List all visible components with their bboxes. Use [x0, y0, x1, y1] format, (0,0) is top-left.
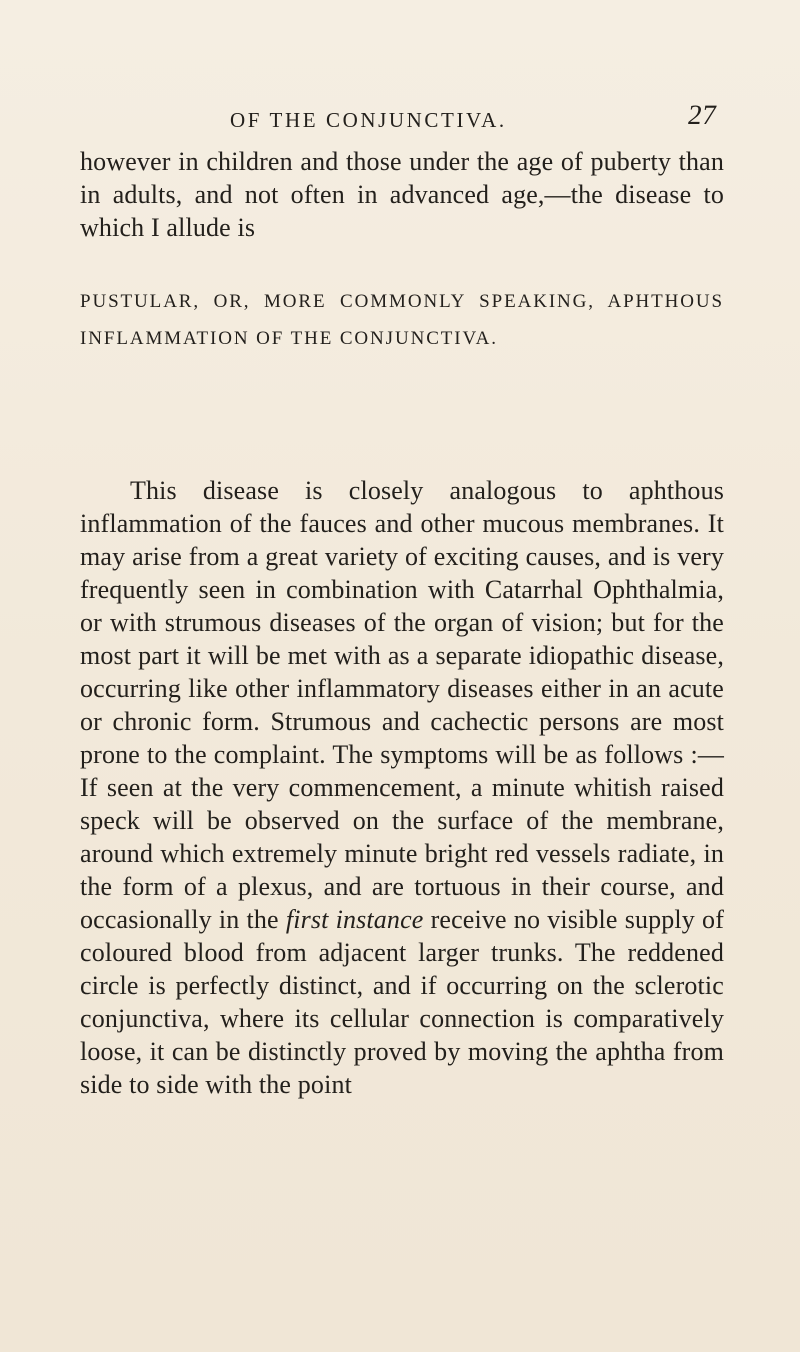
intro-text: however in children and those under the age of puberty than in adults, and not often in advanced age,—the disease to which I allude is — [80, 147, 724, 242]
body-text-emphasis: first instance — [285, 905, 424, 934]
body-text-after-emphasis: receive no visible supply of coloured blood from adjacent larger trunks. The reddened circle is perfectly distinct, and if occurring on the sclerotic conjunctiva, where its cellular connection is comparatively loose, it can be distinctly proved by moving the aphtha from side to side with the point — [80, 905, 725, 1099]
body-paragraph — [80, 474, 724, 1101]
page-number: 27 — [685, 100, 719, 131]
section-heading-text: PUSTULAR, OR, MORE COMMONLY SPEAKING, APHTHOUS INFLAMMATION OF THE CONJUNCTIVA. — [80, 291, 724, 349]
section-heading — [80, 284, 724, 357]
body-text-before-emphasis: This disease is closely analogous to aphthous inflammation of the fauces and other mucous membranes. It may arise from a great variety of exciting causes, and is very frequently seen in combination with Catarrhal Ophthalmia, or with strumous diseases of the organ of vision; but for the most part it will be met with as a separate idiopathic disease, occurring like other inflammatory diseases either in an acute or chronic form. Strumous and cachectic persons are most prone to the complaint. The symptoms will be as follows :—If seen at the very commencement, a minute whitish raised speck will be observed on the surface of the membrane, around which extremely minute bright red vessels radiate, in the form of a plexus, and are tortuous in their course, and occasionally in the — [80, 476, 724, 934]
intro-paragraph — [80, 145, 724, 244]
body-text — [80, 474, 724, 1101]
running-head: OF THE CONJUNCTIVA. — [230, 108, 507, 132]
page-header — [80, 100, 719, 140]
